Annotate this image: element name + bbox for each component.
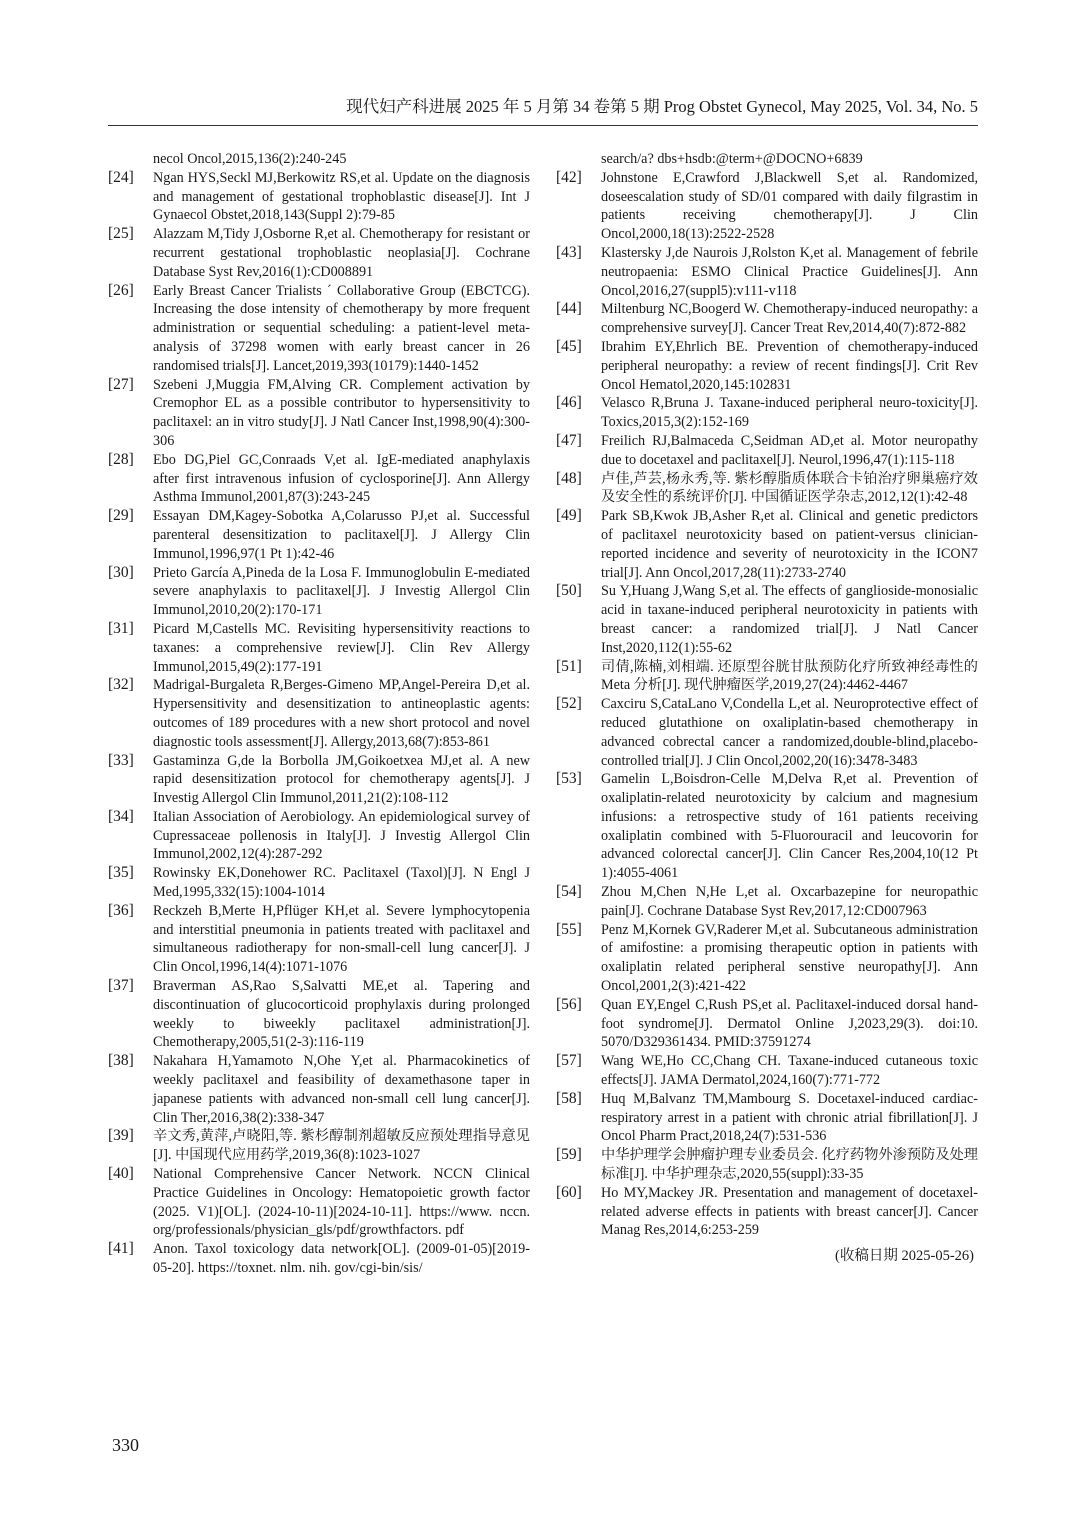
reference-text: Velasco R,Bruna J. Taxane-induced peripheral neuro-toxicity[J]. Toxics,2015,3(2):152-169 [601, 395, 978, 431]
reference-number: [42] [556, 168, 582, 186]
reference-item [108, 1127, 530, 1165]
reference-text: Miltenburg NC,Boogerd W. Chemotherapy-induced neuropathy: a comprehensive survey[J]. Cancer Treat Rev,2014,40(7):872-882 [601, 301, 978, 337]
reference-number: [50] [556, 582, 582, 600]
page-number: 330 [112, 1435, 139, 1455]
reference-text: Ngan HYS,Seckl MJ,Berkowitz RS,et al. Update on the diagnosis and management of gestational trophoblastic disease[J]. Int J Gynaecol Obstet,2018,143(Suppl 2):79-85 [153, 169, 530, 224]
running-header: 现代妇产科进展 2025 年 5 月第 34 卷第 5 期 Prog Obstet Gynecol, May 2025, Vol. 34, No. 5 [346, 97, 978, 116]
reference-text: 司倩,陈楠,刘相端. 还原型谷胱甘肽预防化疗所致神经毒性的 Meta 分析[J]. 现代肿瘤医学,2019,27(24):4462-4467 [601, 658, 978, 694]
reference-number: [60] [556, 1183, 582, 1201]
reference-item [556, 470, 978, 508]
reference-item [108, 902, 530, 977]
reference-item [556, 658, 978, 696]
reference-number: [36] [108, 901, 134, 919]
reference-item [556, 169, 978, 244]
reference-number: [47] [556, 431, 582, 449]
reference-item [108, 376, 530, 451]
reference-number: [55] [556, 920, 582, 938]
reference-item [556, 695, 978, 770]
reference-number: [56] [556, 995, 582, 1013]
reference-text: Park SB,Kwok JB,Asher R,et al. Clinical and genetic predictors of paclitaxel neurotoxicity based on patient-versus clinician-reported incidence and severity of neurotoxicity in the ICON7 trial[J]. Ann Oncol,2017,28(11):2733-2740 [601, 508, 978, 581]
reference-text: Alazzam M,Tidy J,Osborne R,et al. Chemotherapy for resistant or recurrent gestational trophoblastic neoplasia[J]. Cochrane Database Syst Rev,2016(1):CD008891 [153, 226, 530, 280]
reference-text: National Comprehensive Cancer Network. NCCN Clinical Practice Guidelines in Oncology: Hematopoietic growth factor (2025. V1)[OL]. (2024-10-11)[2024-10-11]. https://www. nccn. org/professionals/physician_gls/pdf/growthfactors. pdf [153, 1166, 530, 1239]
reference-text: Madrigal-Burgaleta R,Berges-Gimeno MP,Angel-Pereira D,et al. Hypersensitivity and desensitization to antineoplastic agents: outcomes of 189 procedures with a new short protocol and novel diagnostic tools assessment[J]. Allergy,2013,68(7):853-861 [153, 677, 530, 750]
reference-item [108, 282, 530, 376]
reference-text: Ebo DG,Piel GC,Conraads V,et al. IgE-mediated anaphylaxis after first intravenous infusion of cyclosporine[J]. Ann Allergy Asthma Immunol,2001,87(3):243-245 [153, 451, 530, 506]
reference-text: Wang WE,Ho CC,Chang CH. Taxane-induced cutaneous toxic effects[J]. JAMA Dermatol,2024,160(7):771-772 [601, 1053, 978, 1089]
reference-item [108, 620, 530, 676]
reference-item [108, 1240, 530, 1278]
reference-number: [24] [108, 168, 134, 186]
reference-item [108, 676, 530, 751]
reference-item [556, 244, 978, 300]
reference-number: [30] [108, 563, 134, 581]
reference-number: [29] [108, 507, 134, 525]
reference-text: Essayan DM,Kagey-Sobotka A,Colarusso PJ,et al. Successful parenteral desensitization to paclitaxel[J]. J Allergy Clin Immunol,1996,97(1 Pt 1):42-46 [153, 508, 530, 562]
reference-item [556, 338, 978, 394]
reference-number: [44] [556, 300, 582, 318]
reference-text: 辛文秀,黄萍,卢晓阳,等. 紫杉醇制剂超敏反应预处理指导意见[J]. 中国现代应用药学,2019,36(8):1023-1027 [153, 1128, 530, 1164]
reference-item [108, 225, 530, 281]
reference-number: [46] [556, 394, 582, 412]
reference-text: Early Breast Cancer Trialists ´ Collaborative Group (EBCTCG). Increasing the dose intensity of chemotherapy by more frequent administration or sequential scheduling: a patient-level meta-analysis of 37298 women with early breast cancer in 26 randomised trials[J]. Lancet,2019,393(10179):1440-1452 [153, 282, 530, 374]
reference-text: Picard M,Castells MC. Revisiting hypersensitivity reactions to taxanes: a comprehensive review[J]. Clin Rev Allergy Immunol,2015,49(2):177-191 [153, 620, 530, 675]
reference-item [556, 507, 978, 582]
reference-number: [40] [108, 1165, 134, 1183]
reference-number: [59] [556, 1146, 582, 1164]
reference-text: Johnstone E,Crawford J,Blackwell S,et al. Randomized, doseescalation study of SD/01 compared with daily filgrastim in patients receiving chemotherapy[J]. J Clin Oncol,2000,18(13):2522-2528 [601, 169, 978, 243]
reference-item [108, 977, 530, 1052]
reference-item [556, 996, 978, 1052]
reference-item [556, 150, 978, 169]
reference-number: [31] [108, 619, 134, 637]
reference-number: [53] [556, 770, 582, 788]
reference-text: 中华护理学会肿瘤护理专业委员会. 化疗药物外渗预防及处理标准[J]. 中华护理杂志,2020,55(suppl):33-35 [601, 1147, 978, 1183]
reference-text: Nakahara H,Yamamoto N,Ohe Y,et al. Pharmacokinetics of weekly paclitaxel and feasibility of dexamethasone taper in japanese patients with advanced non-small cell lung cancer[J]. Clin Ther,2016,38(2):338-347 [153, 1053, 530, 1126]
reference-text: Ho MY,Mackey JR. Presentation and management of docetaxel-related adverse effects in patients with breast cancer[J]. Cancer Manag Res,2014,6:253-259 [601, 1184, 978, 1239]
reference-text: Penz M,Kornek GV,Raderer M,et al. Subcutaneous administration of amifostine: a promising therapeutic option in patients with oxaliplatin related peripheral senstive neuropathy[J]. Ann Oncol,2001,2(3):421-422 [601, 921, 978, 995]
reference-text: Anon. Taxol toxicology data network[OL]. (2009-01-05)[2019-05-20]. https://toxnet. nlm. nih. gov/cgi-bin/sis/ [153, 1241, 530, 1277]
reference-item [108, 808, 530, 864]
reference-number: [27] [108, 375, 134, 393]
reference-number: [26] [108, 281, 134, 299]
reference-text: Braverman AS,Rao S,Salvatti ME,et al. Tapering and discontinuation of glucocorticoid prophylaxis during prolonged weekly to biweekly paclitaxel administration[J]. Chemotherapy,2005,51(2-3):116-119 [153, 978, 530, 1051]
reference-number: [57] [556, 1052, 582, 1070]
reference-text: Huq M,Balvanz TM,Mambourg S. Docetaxel-induced cardiac-respiratory arrest in a patient with chronic atrial fibrillation[J]. J Oncol Pharm Pract,2018,24(7):531-536 [601, 1090, 978, 1145]
reference-number: [33] [108, 751, 134, 769]
reference-text: Rowinsky EK,Donehower RC. Paclitaxel (Taxol)[J]. N Engl J Med,1995,332(15):1004-1014 [153, 865, 530, 901]
reference-item [556, 883, 978, 921]
reference-item [108, 564, 530, 620]
reference-number: [39] [108, 1127, 134, 1145]
header-divider [108, 125, 978, 126]
reference-text: Gastaminza G,de la Borbolla JM,Goikoetxea MJ,et al. A new rapid desensitization protocol for chemotherapy agents[J]. J Investig Allergol Clin Immunol,2011,21(2):108-112 [153, 752, 530, 807]
reference-text: 卢佳,芦芸,杨永秀,等. 紫杉醇脂质体联合卡铂治疗卵巢癌疗效及安全性的系统评价[J]. 中国循证医学杂志,2012,12(1):42-48 [601, 470, 978, 506]
reference-text: Ibrahim EY,Ehrlich BE. Prevention of chemotherapy-induced peripheral neuropathy: a review of recent findings[J]. Crit Rev Oncol Hematol,2020,145:102831 [601, 338, 978, 393]
reference-item [556, 1052, 978, 1090]
reference-text: Quan EY,Engel C,Rush PS,et al. Paclitaxel-induced dorsal hand-foot syndrome[J]. Dermatol Online J,2023,29(3). doi:10. 5070/D329361434. PMID:37591274 [601, 996, 978, 1051]
reference-text: Zhou M,Chen N,He L,et al. Oxcarbazepine for neuropathic pain[J]. Cochrane Database Syst Rev,2017,12:CD007963 [601, 884, 978, 919]
reference-number: [54] [556, 883, 582, 901]
reference-number: [41] [108, 1240, 134, 1258]
reference-number: [48] [556, 469, 582, 487]
reference-number: [51] [556, 657, 582, 675]
reference-item [108, 169, 530, 225]
reference-number: [45] [556, 337, 582, 355]
reference-number: [34] [108, 807, 134, 825]
reference-text: Italian Association of Aerobiology. An epidemiological survey of Cupressaceae pollenosis in Italy[J]. J Investig Allergol Clin Immunol,2002,12(4):287-292 [153, 808, 530, 863]
reference-text: Su Y,Huang J,Wang S,et al. The effects of ganglioside-monosialic acid in taxane-induced peripheral neurotoxicity in patients with breast cancer: a randomized trial[J]. J Natl Cancer Inst,2020,112(1):55-62 [601, 583, 978, 656]
reference-item [556, 921, 978, 996]
reference-column-left [108, 150, 530, 1278]
reference-text: Szebeni J,Muggia FM,Alving CR. Complement activation by Cremophor EL as a possible contributor to hypersensitivity to paclitaxel: an in vitro study[J]. J Natl Cancer Inst,1998,90(4):300-306 [153, 376, 530, 449]
reference-number: [37] [108, 977, 134, 995]
reference-number: [35] [108, 864, 134, 882]
reference-item [108, 150, 530, 169]
reference-list-right [556, 150, 978, 1240]
reference-item [556, 300, 978, 338]
reference-item [108, 451, 530, 507]
reference-text: Freilich RJ,Balmaceda C,Seidman AD,et al. Motor neuropathy due to docetaxel and paclitaxel[J]. Neurol,1996,47(1):115-118 [601, 432, 978, 468]
reference-item [556, 432, 978, 470]
reference-number: [38] [108, 1052, 134, 1070]
reference-number: [28] [108, 450, 134, 468]
reference-item [108, 1165, 530, 1240]
reference-item [108, 1052, 530, 1127]
reference-item [556, 1184, 978, 1240]
reference-text: Klastersky J,de Naurois J,Rolston K,et al. Management of febrile neutropaenia: ESMO Clinical Practice Guidelines[J]. Ann Oncol,2016,27(suppl5):v111-v118 [601, 244, 978, 299]
reference-text: Gamelin L,Boisdron-Celle M,Delva R,et al. Prevention of oxaliplatin-related neurotoxicity by calcium and magnesium infusions: a retrospective study of 161 patients receiving oxaliplatin combined with 5-Fluorouracil and leucovorin for advanced colorectal cancer[J]. Clin Cancer Res,2004,10(12 Pt 1):4055-4061 [601, 771, 978, 882]
reference-item [556, 770, 978, 883]
received-date: (收稿日期 2025-05-26) [835, 1248, 974, 1265]
reference-number: [32] [108, 676, 134, 694]
reference-item [556, 1090, 978, 1146]
reference-item [556, 394, 978, 432]
reference-number: [43] [556, 243, 582, 261]
reference-text: necol Oncol,2015,136(2):240-245 [153, 151, 347, 167]
reference-item [556, 1146, 978, 1184]
reference-text: search/a? dbs+hsdb:@term+@DOCNO+6839 [601, 151, 863, 167]
reference-item [556, 582, 978, 657]
reference-number: [25] [108, 225, 134, 243]
reference-column-right [556, 150, 978, 1266]
reference-item [108, 752, 530, 808]
reference-text: Prieto García A,Pineda de la Losa F. Immunoglobulin E-mediated severe anaphylaxis to paclitaxel[J]. J Investig Allergol Clin Immunol,2010,20(2):170-171 [153, 564, 530, 619]
reference-item [108, 507, 530, 563]
reference-text: Reckzeh B,Merte H,Pflüger KH,et al. Severe lymphocytopenia and interstitial pneumonia in patients treated with paclitaxel and simultaneous radiotherapy for non-small-cell lung cancer[J]. J Clin Oncol,1996,14(4):1071-1076 [153, 902, 530, 976]
reference-number: [52] [556, 695, 582, 713]
reference-text: Caxciru S,CataLano V,Condella L,et al. Neuroprotective effect of reduced glutathione on oxaliplatin-based chemotherapy in advanced cobrectal cancer a randomized,double-blind,placebo-controlled trial[J]. J Clin Oncol,2002,20(16):3478-3483 [601, 696, 978, 769]
reference-number: [58] [556, 1089, 582, 1107]
reference-item [108, 864, 530, 902]
reference-number: [49] [556, 507, 582, 525]
